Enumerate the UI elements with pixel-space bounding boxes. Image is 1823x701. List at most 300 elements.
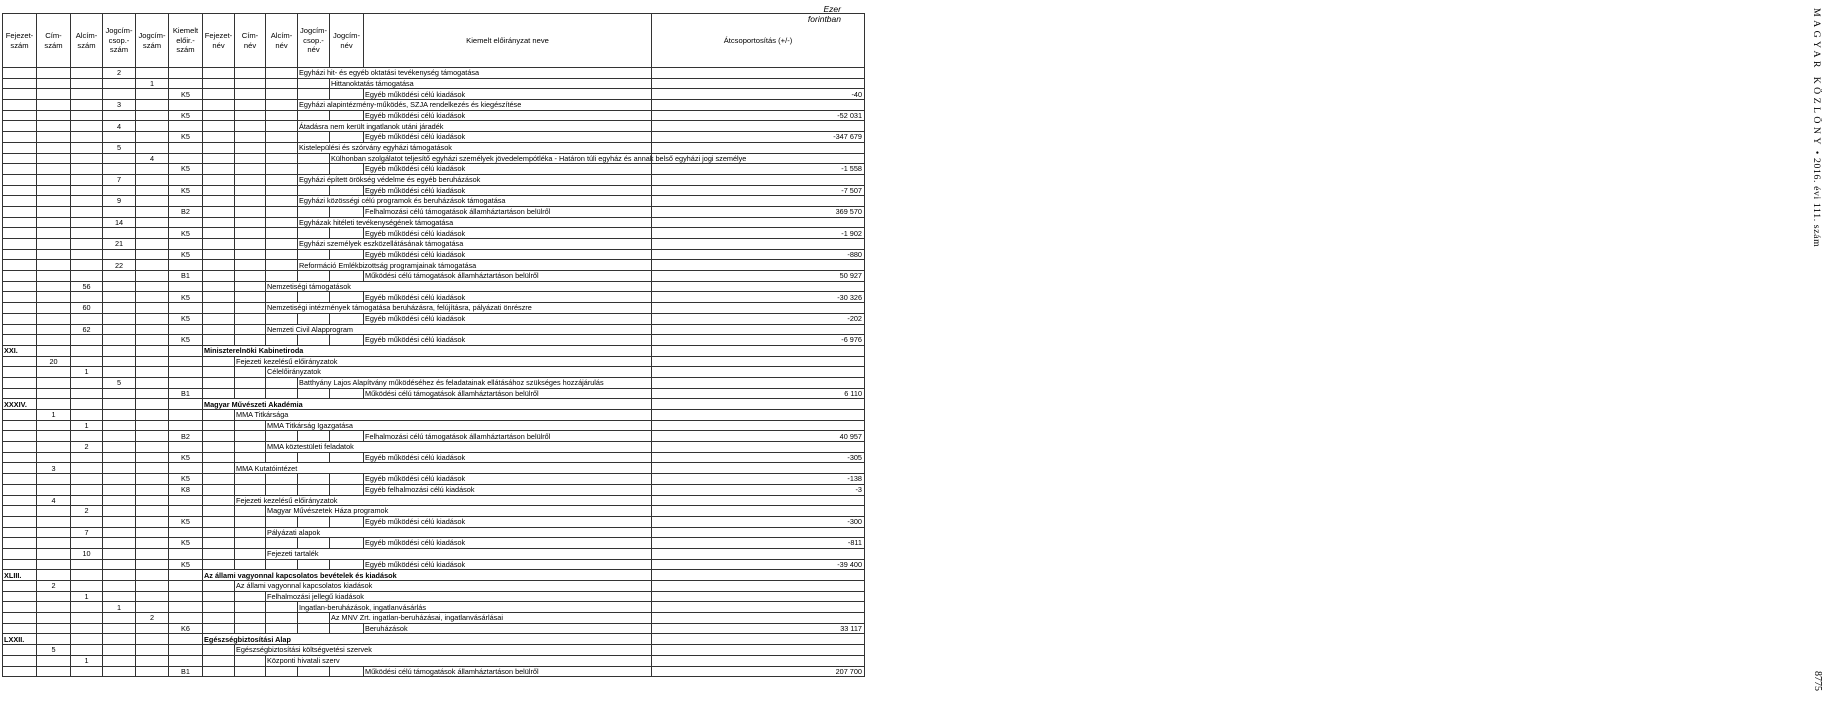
name-cell: Egyéb működési célú kiadások [364,292,652,303]
empty-cell [203,463,235,474]
column-header: Cím-szám [37,14,71,68]
empty-cell [71,228,103,239]
empty-cell [203,228,235,239]
code-cell: K5 [169,164,203,175]
empty-cell [71,666,103,677]
empty-cell [136,271,169,282]
empty-cell [136,356,169,367]
empty-cell [235,206,266,217]
empty-cell [103,410,136,421]
code-cell: 1 [103,602,136,613]
amount-cell [652,367,865,378]
empty-cell [330,484,364,495]
empty-cell [330,89,364,100]
table-row [3,324,865,335]
empty-cell [203,78,235,89]
empty-cell [266,623,298,634]
empty-cell [37,164,71,175]
empty-cell [169,239,203,250]
empty-cell [37,623,71,634]
empty-cell [235,559,266,570]
empty-cell [37,399,71,410]
empty-cell [136,495,169,506]
empty-cell [3,431,37,442]
empty-cell [3,292,37,303]
empty-cell [103,516,136,527]
amount-cell [652,217,865,228]
empty-cell [3,206,37,217]
code-cell: K8 [169,484,203,495]
empty-cell [3,110,37,121]
empty-cell [203,185,235,196]
empty-cell [298,335,330,346]
empty-cell [169,281,203,292]
empty-cell [71,452,103,463]
table-row [3,121,865,132]
empty-cell [330,623,364,634]
empty-cell [136,228,169,239]
empty-cell [266,602,298,613]
empty-cell [37,634,71,645]
empty-cell [235,506,266,517]
column-header: Fejezet-szám [3,14,37,68]
empty-cell [3,581,37,592]
empty-cell [3,313,37,324]
empty-cell [235,538,266,549]
table-row [3,463,865,474]
empty-cell [136,324,169,335]
empty-cell [298,431,330,442]
empty-cell [235,164,266,175]
code-cell: XXXIV. [3,399,37,410]
empty-cell [235,303,266,314]
empty-cell [103,474,136,485]
empty-cell [3,484,37,495]
chapter-row [3,634,865,645]
empty-cell [71,484,103,495]
empty-cell [203,110,235,121]
empty-cell [266,110,298,121]
amount-cell: -40 [652,89,865,100]
table-row [3,142,865,153]
empty-cell [103,399,136,410]
journal-running-head [1811,8,1822,247]
amount-cell [652,527,865,538]
empty-cell [235,367,266,378]
empty-cell [235,591,266,602]
empty-cell [3,260,37,271]
code-cell: 56 [71,281,103,292]
empty-cell [169,581,203,592]
empty-cell [203,153,235,164]
empty-cell [71,495,103,506]
empty-cell [103,559,136,570]
empty-cell [235,613,266,624]
empty-cell [37,591,71,602]
table-row [3,377,865,388]
empty-cell [136,239,169,250]
amount-cell [652,463,865,474]
empty-cell [71,645,103,656]
empty-cell [103,89,136,100]
empty-cell [136,292,169,303]
empty-cell [103,164,136,175]
amount-cell: -30 326 [652,292,865,303]
empty-cell [103,153,136,164]
empty-cell [103,527,136,538]
table-row [3,110,865,121]
empty-cell [103,335,136,346]
empty-cell [169,78,203,89]
empty-cell [298,132,330,143]
empty-cell [71,164,103,175]
empty-cell [203,174,235,185]
empty-cell [298,185,330,196]
name-cell: Egyéb működési célú kiadások [364,249,652,260]
empty-cell [235,313,266,324]
table-row [3,164,865,175]
empty-cell [330,206,364,217]
empty-cell [71,388,103,399]
table-row [3,228,865,239]
empty-cell [235,527,266,538]
empty-cell [235,420,266,431]
empty-cell [169,121,203,132]
name-cell: MMA Titkársága [235,410,652,421]
empty-cell [37,420,71,431]
empty-cell [3,463,37,474]
amount-cell: 369 570 [652,206,865,217]
table-row [3,206,865,217]
name-cell: Fejezeti tartalék [266,548,652,559]
empty-cell [266,68,298,79]
empty-cell [71,559,103,570]
empty-cell [71,345,103,356]
empty-cell [71,410,103,421]
name-cell: Működési célú támogatások államháztartáson belülről [364,388,652,399]
empty-cell [3,602,37,613]
empty-cell [330,249,364,260]
empty-cell [37,516,71,527]
code-cell: 20 [37,356,71,367]
empty-cell [103,591,136,602]
empty-cell [266,239,298,250]
empty-cell [136,666,169,677]
amount-cell: -52 031 [652,110,865,121]
name-cell: Egészségbiztosítási Alap [203,634,652,645]
amount-cell [652,399,865,410]
code-cell: 1 [71,420,103,431]
empty-cell [330,431,364,442]
empty-cell [169,303,203,314]
empty-cell [71,89,103,100]
empty-cell [37,538,71,549]
code-cell: K5 [169,452,203,463]
empty-cell [266,185,298,196]
empty-cell [37,185,71,196]
table-row [3,313,865,324]
empty-cell [266,78,298,89]
empty-cell [3,655,37,666]
chapter-row [3,345,865,356]
column-header: Alcím-név [266,14,298,68]
empty-cell [37,666,71,677]
empty-cell [266,474,298,485]
empty-cell [136,645,169,656]
empty-cell [203,196,235,207]
name-cell: MMA köztestületi feladatok [266,442,652,453]
table-row [3,538,865,549]
name-cell: Egyéb működési célú kiadások [364,132,652,143]
empty-cell [298,613,330,624]
empty-cell [330,474,364,485]
budget-table [2,13,865,677]
amount-cell [652,281,865,292]
empty-cell [103,452,136,463]
empty-cell [3,164,37,175]
empty-cell [37,506,71,517]
empty-cell [266,452,298,463]
code-cell: B1 [169,388,203,399]
empty-cell [37,249,71,260]
empty-cell [103,356,136,367]
amount-cell: -39 400 [652,559,865,570]
empty-cell [37,142,71,153]
name-cell: Nemzetiségi támogatások [266,281,652,292]
empty-cell [37,100,71,111]
empty-cell [203,142,235,153]
table-row [3,613,865,624]
code-cell: LXXII. [3,634,37,645]
empty-cell [37,335,71,346]
empty-cell [203,591,235,602]
chapter-row [3,399,865,410]
empty-cell [37,431,71,442]
journal-issue: 2016. évi 111. szám [1811,158,1822,248]
empty-cell [203,367,235,378]
empty-cell [103,623,136,634]
empty-cell [169,495,203,506]
empty-cell [103,484,136,495]
empty-cell [203,559,235,570]
empty-cell [3,548,37,559]
empty-cell [203,581,235,592]
table-row [3,655,865,666]
empty-cell [37,292,71,303]
name-cell: Felhalmozási célú támogatások államháztartáson belülről [364,206,652,217]
empty-cell [103,110,136,121]
amount-cell: -1 902 [652,228,865,239]
amount-cell [652,410,865,421]
empty-cell [203,538,235,549]
table-row [3,645,865,656]
code-cell: B2 [169,431,203,442]
empty-cell [169,399,203,410]
empty-cell [330,666,364,677]
empty-cell [37,388,71,399]
name-cell: Egyéb működési célú kiadások [364,313,652,324]
empty-cell [298,452,330,463]
code-cell: 62 [71,324,103,335]
code-cell: K5 [169,89,203,100]
empty-cell [298,271,330,282]
empty-cell [37,452,71,463]
empty-cell [136,410,169,421]
empty-cell [330,388,364,399]
empty-cell [203,420,235,431]
chapter-row [3,570,865,581]
empty-cell [235,249,266,260]
empty-cell [203,292,235,303]
code-cell: 1 [71,367,103,378]
empty-cell [37,68,71,79]
empty-cell [3,185,37,196]
name-cell: Batthyány Lajos Alapítvány működéséhez és feladatainak ellátásához szükséges hozzájárulás [298,377,652,388]
empty-cell [3,239,37,250]
amount-cell: -811 [652,538,865,549]
empty-cell [3,442,37,453]
amount-cell [652,506,865,517]
empty-cell [136,634,169,645]
empty-cell [3,89,37,100]
code-cell: 3 [103,100,136,111]
empty-cell [266,377,298,388]
empty-cell [169,410,203,421]
code-cell: K5 [169,292,203,303]
empty-cell [136,303,169,314]
empty-cell [169,174,203,185]
table-row [3,356,865,367]
table-row [3,217,865,228]
empty-cell [169,324,203,335]
name-cell: Egyéb működési célú kiadások [364,452,652,463]
empty-cell [298,484,330,495]
empty-cell [103,666,136,677]
empty-cell [235,132,266,143]
empty-cell [298,559,330,570]
name-cell: Működési célú támogatások államháztartáson belülről [364,666,652,677]
empty-cell [103,249,136,260]
empty-cell [235,281,266,292]
empty-cell [169,442,203,453]
empty-cell [3,495,37,506]
empty-cell [37,377,71,388]
name-cell: MMA Kutatóintézet [235,463,652,474]
column-header: Jogcím-csop.-név [298,14,330,68]
empty-cell [3,228,37,239]
amount-cell [652,345,865,356]
code-cell: 1 [71,591,103,602]
code-cell: K5 [169,132,203,143]
empty-cell [136,655,169,666]
empty-cell [203,281,235,292]
empty-cell [235,239,266,250]
table-row [3,602,865,613]
empty-cell [235,474,266,485]
empty-cell [203,100,235,111]
empty-cell [103,185,136,196]
empty-cell [203,527,235,538]
empty-cell [71,602,103,613]
empty-cell [298,228,330,239]
empty-cell [266,153,298,164]
table-row [3,591,865,602]
table-row [3,581,865,592]
table-row [3,506,865,517]
empty-cell [169,196,203,207]
empty-cell [235,260,266,271]
empty-cell [169,100,203,111]
empty-cell [266,431,298,442]
amount-cell [652,356,865,367]
amount-cell [652,442,865,453]
empty-cell [169,591,203,602]
amount-cell: -202 [652,313,865,324]
empty-cell [169,420,203,431]
code-cell: 7 [103,174,136,185]
empty-cell [330,559,364,570]
code-cell: 5 [103,142,136,153]
table-row [3,239,865,250]
name-cell: Központi hivatali szerv [266,655,652,666]
code-cell: 4 [37,495,71,506]
empty-cell [103,78,136,89]
empty-cell [3,271,37,282]
empty-cell [298,623,330,634]
code-cell: 10 [71,548,103,559]
empty-cell [37,313,71,324]
empty-cell [71,581,103,592]
empty-cell [136,217,169,228]
column-header: Jogcím-csop.-szám [103,14,136,68]
name-cell: Az állami vagyonnal kapcsolatos kiadások [235,581,652,592]
empty-cell [136,68,169,79]
name-cell: Kistelepülési és szórvány egyházi támogatások [298,142,652,153]
table-row [3,68,865,79]
empty-cell [266,100,298,111]
empty-cell [37,474,71,485]
name-cell: Egyéb működési célú kiadások [364,228,652,239]
amount-cell: -6 976 [652,335,865,346]
code-cell: 2 [71,442,103,453]
code-cell: B1 [169,271,203,282]
empty-cell [3,303,37,314]
empty-cell [330,538,364,549]
name-cell: Egyéb működési célú kiadások [364,474,652,485]
code-cell: K5 [169,335,203,346]
empty-cell [3,196,37,207]
empty-cell [136,623,169,634]
code-cell: 2 [71,506,103,517]
empty-cell [71,474,103,485]
empty-cell [103,655,136,666]
code-cell: 7 [71,527,103,538]
empty-cell [37,527,71,538]
empty-cell [71,239,103,250]
table-row [3,388,865,399]
table-row [3,185,865,196]
amount-cell [652,420,865,431]
amount-cell [652,303,865,314]
empty-cell [37,367,71,378]
empty-cell [136,548,169,559]
empty-cell [169,613,203,624]
empty-cell [37,570,71,581]
empty-cell [71,538,103,549]
empty-cell [37,484,71,495]
empty-cell [169,645,203,656]
table-row [3,303,865,314]
